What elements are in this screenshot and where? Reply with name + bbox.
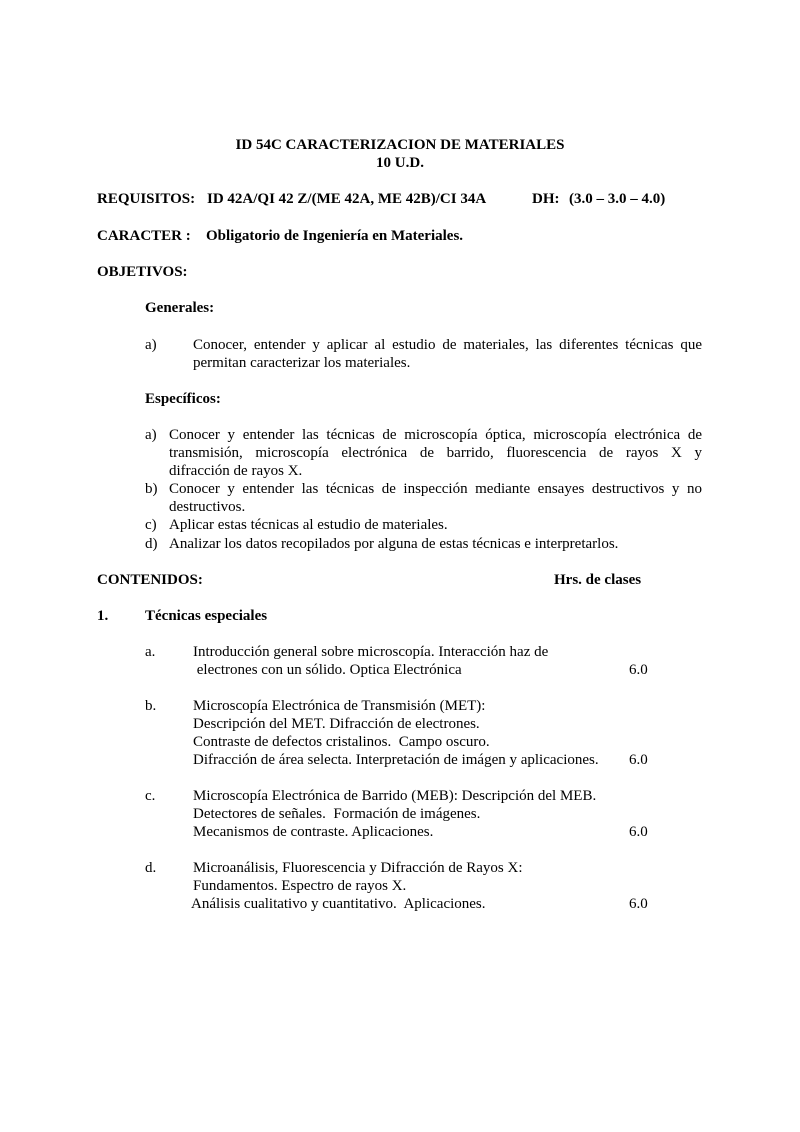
list-marker: d. [145, 860, 157, 876]
list-marker: d) [145, 536, 158, 552]
list-item-line: Conocer y entender las técnicas de inspección mediante ensayes destructivos y no [169, 481, 702, 497]
list-marker: a) [145, 337, 157, 353]
generales-heading: Generales: [145, 300, 215, 316]
hours-value: 6.0 [629, 662, 648, 678]
objetivos-heading: OBJETIVOS: [97, 264, 188, 280]
list-item-line: difracción de rayos X. [169, 463, 303, 479]
list-item-line: Introducción general sobre microscopía. Interacción haz de [193, 644, 549, 660]
section-title: Técnicas especiales [145, 608, 268, 624]
hours-heading: Hrs. de clases [554, 572, 642, 588]
requisitos-label: REQUISITOS: [97, 191, 196, 207]
caracter-value: Obligatorio de Ingeniería en Materiales. [206, 228, 464, 244]
list-item-line: permitan caracterizar los materiales. [193, 355, 411, 371]
list-item-line: Detectores de señales. Formación de imágenes. [193, 806, 481, 822]
dh-value: (3.0 – 3.0 – 4.0) [569, 191, 666, 207]
list-item-line: Difracción de área selecta. Interpretación de imágen y aplicaciones. [193, 752, 599, 768]
list-marker: b. [145, 698, 157, 714]
hours-value: 6.0 [629, 752, 648, 768]
list-item-line: Conocer, entender y aplicar al estudio de materiales, las diferentes técnicas que [193, 337, 702, 353]
list-item-line: Microanálisis, Fluorescencia y Difracción de Rayos X: [193, 860, 523, 876]
list-item-line: Conocer y entender las técnicas de microscopía óptica, microscopía electrónica de [169, 427, 702, 443]
list-marker: b) [145, 481, 158, 497]
especificos-heading: Específicos: [145, 391, 221, 407]
list-marker: c) [145, 517, 157, 533]
list-item-line: Microscopía Electrónica de Barrido (MEB): Descripción del MEB. [193, 788, 597, 804]
list-item-line: Descripción del MET. Difracción de electrones. [193, 716, 480, 732]
list-item-line: Contraste de defectos cristalinos. Campo oscuro. [193, 734, 490, 750]
course-units: 10 U.D. [376, 155, 424, 171]
contenidos-heading: CONTENIDOS: [97, 572, 203, 588]
list-item-line: Mecanismos de contraste. Aplicaciones. [193, 824, 434, 840]
list-marker: a) [145, 427, 157, 443]
list-item-line: Fundamentos. Espectro de rayos X. [193, 878, 407, 894]
requisitos-value: ID 42A/QI 42 Z/(ME 42A, ME 42B)/CI 34A [207, 191, 487, 207]
hours-value: 6.0 [629, 824, 648, 840]
list-item-line: Analizar los datos recopilados por alguna de estas técnicas e interpretarlos. [169, 536, 619, 552]
list-item-line: Microscopía Electrónica de Transmisión (MET): [193, 698, 486, 714]
caracter-label: CARACTER : [97, 228, 191, 244]
course-title: ID 54C CARACTERIZACION DE MATERIALES [235, 137, 565, 153]
list-item-line: Análisis cualitativo y cuantitativo. Aplicaciones. [191, 896, 486, 912]
list-item-line: destructivos. [169, 499, 246, 515]
list-item-line: electrones con un sólido. Optica Electrónica [193, 662, 462, 678]
dh-label: DH: [532, 191, 560, 207]
list-item-line: transmisión, microscopía electrónica de barrido, fluorescencia de rayos X y [169, 445, 702, 461]
section-number: 1. [97, 608, 109, 624]
list-item-line: Aplicar estas técnicas al estudio de materiales. [169, 517, 448, 533]
hours-value: 6.0 [629, 896, 648, 912]
list-marker: a. [145, 644, 156, 660]
list-marker: c. [145, 788, 156, 804]
